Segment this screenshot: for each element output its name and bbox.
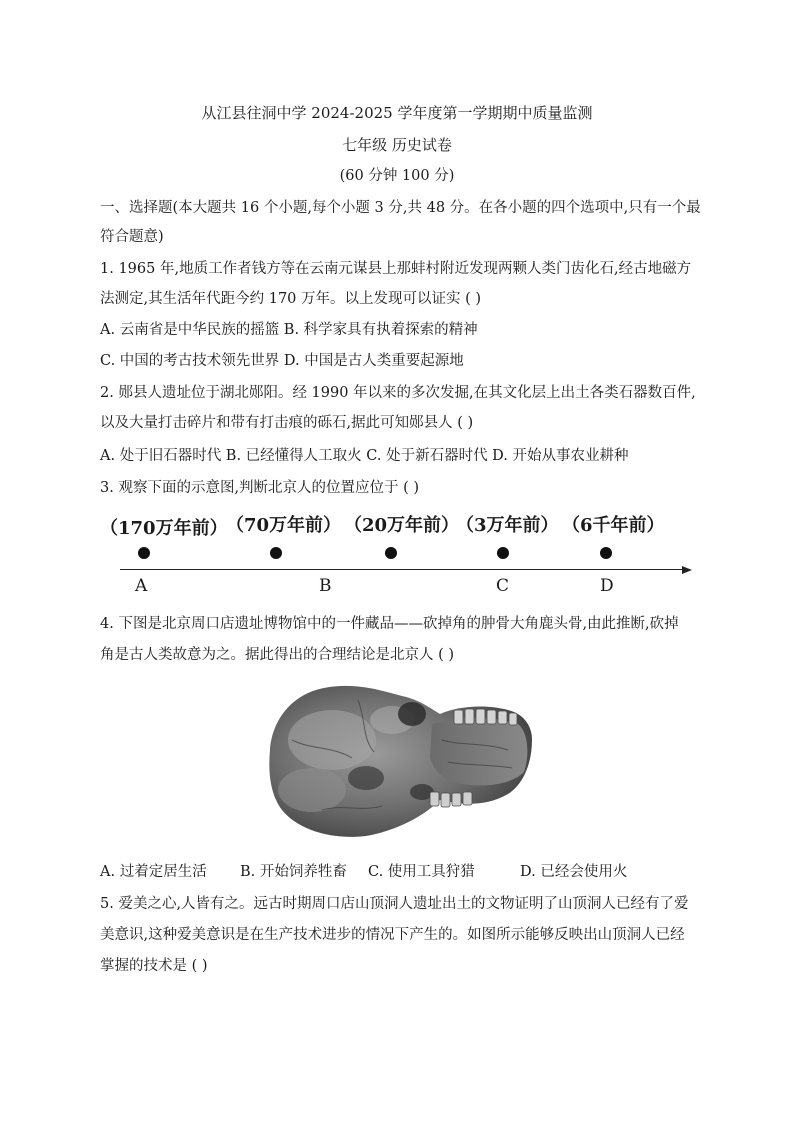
- timeline-dot: [270, 547, 282, 559]
- q4-option-b: B. 开始饲养牲畜: [240, 864, 347, 880]
- timeline-period-label: （170万年前）: [100, 518, 228, 539]
- timeline-axis: [120, 569, 682, 570]
- q4-stem-line-2: 角是古人类故意为之。据此得出的合理结论是北京人 ( ): [100, 647, 455, 663]
- timeline-dot: [138, 547, 150, 559]
- q1-stem-line-2: 法测定,其生活年代距今约 170 万年。以上发现可以证实 ( ): [100, 291, 482, 307]
- section-intro-line-1: 一、选择题(本大题共 16 个小题,每个小题 3 分,共 48 分。在各小题的四个选项中,只有一个最: [100, 200, 701, 216]
- timeline-letter-c: C: [496, 576, 510, 596]
- q4-option-c: C. 使用工具狩猎: [368, 864, 475, 880]
- timeline-dot: [385, 547, 397, 559]
- timeline-letter-b: B: [319, 576, 332, 596]
- exam-time-score: (60 分钟 100 分): [339, 168, 455, 184]
- q4-option-d: D. 已经会使用火: [520, 864, 628, 880]
- timeline-period-label: （6千年前）: [562, 515, 665, 536]
- section-intro-line-2: 符合题意): [100, 229, 164, 245]
- q5-stem-line-3: 掌握的技术是 ( ): [100, 958, 208, 974]
- q1-options-line-1: A. 云南省是中华民族的摇篮 B. 科学家具有执着探索的精神: [100, 322, 478, 338]
- q5-stem-line-1: 5. 爱美之心,人皆有之。远古时期周口店山顶洞人遗址出土的文物证明了山顶洞人已经有了爱: [100, 896, 689, 912]
- q2-options-line: A. 处于旧石器时代 B. 已经懂得人工取火 C. 处于新石器时代 D. 开始从事农业耕种: [100, 448, 629, 464]
- q2-stem-line-2: 以及大量打击碎片和带有打击痕的砾石,据此可知郧县人 ( ): [100, 415, 474, 431]
- deer-skull-photo: [262, 680, 534, 842]
- timeline-dot: [497, 547, 509, 559]
- q2-stem-line-1: 2. 郧县人遗址位于湖北郧阳。经 1990 年以来的多次发掘,在其文化层上出土各类石器数百件,: [100, 385, 696, 401]
- q4-stem-line-1: 4. 下图是北京周口店遗址博物馆中的一件藏品——砍掉角的肿骨大角鹿头骨,由此推断,砍掉: [100, 616, 679, 632]
- exam-subtitle: 七年级 历史试卷: [342, 136, 452, 154]
- timeline-arrow-icon: [682, 566, 692, 574]
- timeline-letter-d: D: [600, 576, 614, 596]
- q5-stem-line-2: 美意识,这种爱美意识是在生产技术进步的情况下产生的。如图所示能够反映出山顶洞人已经: [100, 927, 685, 943]
- exam-title: 从江县往洞中学 2024-2025 学年度第一学期期中质量监测: [201, 104, 593, 122]
- timeline-period-label: （70万年前）: [226, 515, 342, 536]
- timeline-dot: [600, 547, 612, 559]
- q4-option-a: A. 过着定居生活: [100, 864, 207, 880]
- q1-options-line-2: C. 中国的考古技术领先世界 D. 中国是古人类重要起源地: [100, 353, 464, 369]
- timeline-period-label: （3万年前）: [456, 515, 559, 536]
- timeline-letter-a: A: [135, 576, 148, 596]
- timeline-period-label: （20万年前）: [344, 515, 460, 536]
- q1-stem-line-1: 1. 1965 年,地质工作者钱方等在云南元谋县上那蚌村附近发现两颗人类门齿化石,经古地磁方: [100, 261, 692, 277]
- q3-stem: 3. 观察下面的示意图,判断北京人的位置应位于 ( ): [100, 480, 420, 496]
